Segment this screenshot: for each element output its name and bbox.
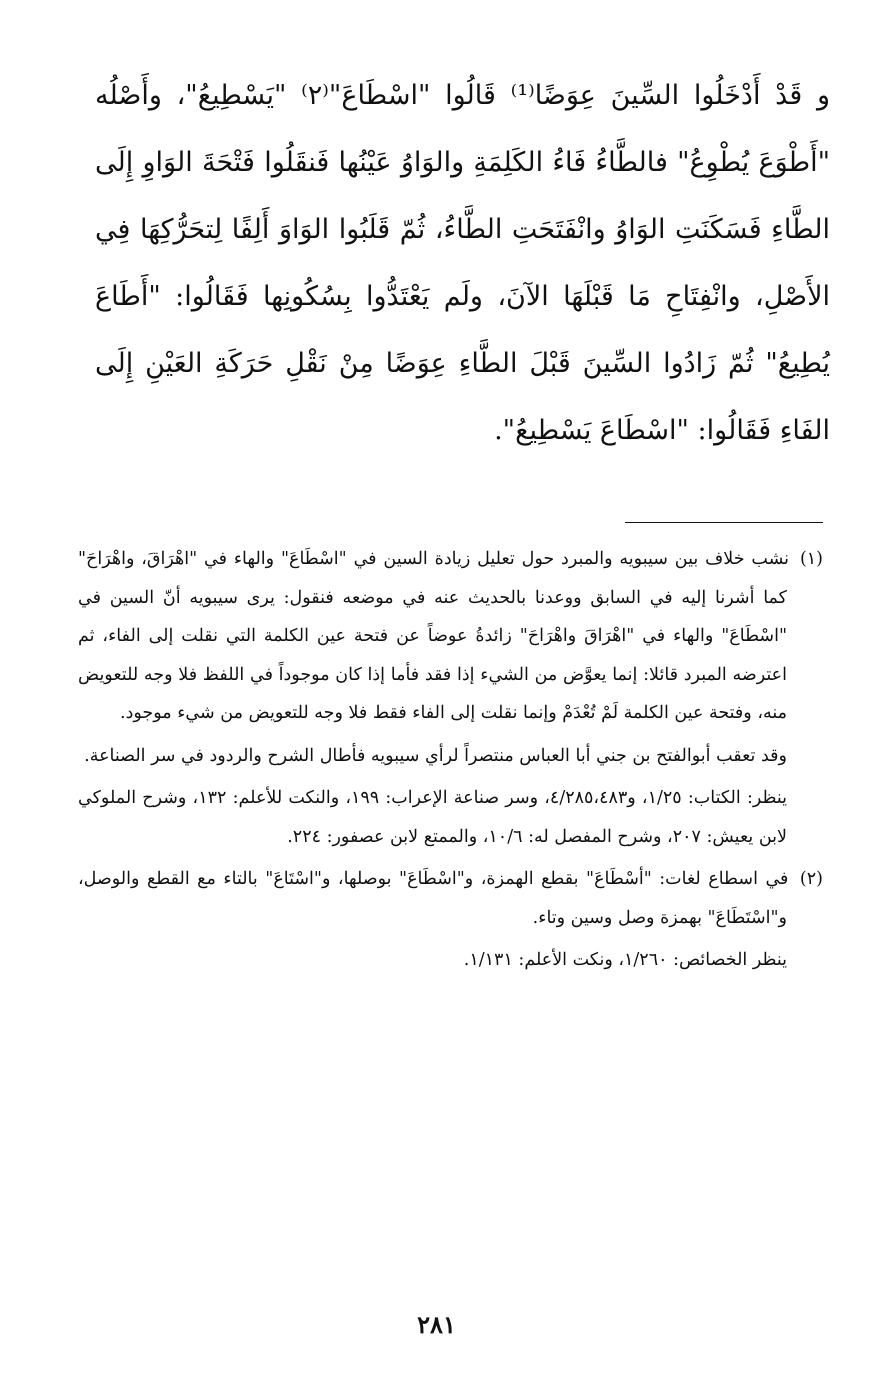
footnote-1-references: ينظر: الكتاب: ١/٢٥، و٤/٢٨٥،٤٨٣، وسر صناعة الإعراب: ١٩٩، والنكت للأعلم: ١٣٢، وشرح الملوكي لابن يعيش: ٢٠٧، وشرح المفصل له: ١٠/٦، والممتع لابن عصفور: ٢٢٤. [78, 788, 787, 847]
main-paragraph: و قَدْ أَدْخَلُوا السِّينَ عِوَضًا⁽¹⁾ قَالُوا "اسْطَاعَ"⁽٢⁾ "يَسْطِيعُ"، وأَصْلُه "أَطْوَعَ يُطْوِعُ" فالطَّاءُ فَاءُ الكَلِمَةِ والوَاوُ عَيْنُها فَنقَلُوا فَتْحَةَ الوَاوِ إِلَى الطَّاءِ فَسَكَنَتِ الوَاوُ وانْفَتَحَتِ الطَّاءُ، ثُمّ قَلَبُوا الوَاوَ أَلِفًا لِتحَرُّكِهَا فِي الأَصْلِ، وانْفِتَاحِ مَا قَبْلَهَا الآنَ، ولَم يَعْتَدُّوا بِسُكُونِها فَقَالُوا: "أَطَاعَ يُطِيعُ" ثُمّ زَادُوا السِّينَ قَبْلَ الطَّاءِ عِوَضًا مِنْ نَقْلِ حَرَكَةِ العَيْنِ إِلَى الفَاءِ فَقَالُوا: "اسْطَاعَ يَسْطِيعُ". [95, 80, 830, 446]
footnote-1-number: (١) [799, 549, 823, 569]
footnotes-section [78, 540, 823, 984]
footnote-separator [625, 522, 823, 523]
footnote-2-text: في اسطاع لغات: "أسْطَاعَ" بقطع الهمزة، و"اسْطَاعَ" بوصلها، و"اسْتَاعَ" بالتاء مع القطع والوصل، و"اسْتَطَاعَ" بهمزة وصل وسين وتاء. [78, 869, 789, 928]
main-text-block [95, 62, 830, 464]
page-number: ٢٨١ [417, 1310, 456, 1339]
footnote-1 [78, 540, 823, 733]
footnote-1-paragraph-2: وقد تعقب أبوالفتح بن جني أبا العباس منتصراً لرأي سيبويه فأطال الشرح والردود في سر الصناعة. [84, 745, 787, 766]
footnote-2-number: (٢) [799, 869, 823, 889]
footnote-2-references: ينظر الخصائص: ١/٢٦٠، ونكت الأعلم: ١/١٣١. [463, 950, 787, 970]
footnote-2 [78, 860, 823, 937]
footnote-1-text: نشب خلاف بين سيبويه والمبرد حول تعليل زيادة السين في "اسْطَاعَ" والهاء في "اهْرَاقَ، واهْرَاحَ" كما أشرنا إليه في السابق ووعدنا بالحديث عنه في موضعه فنقول: يرى سيبويه أنّ السين في "اسْطَاعَ" والهاء في "اهْرَاقَ واهْرَاحَ" زائدةُ عوضاً عن فتحة عين الكلمة التي نقلت إلى الفاء، ثم اعترضه المبرد قائلا: إنما يعوَّض من الشيء إذا فقد فأما إذا كان موجوداً في اللفظ فلا وجه للتعويض منه، وفتحة عين الكلمة لَمْ تُعْدَمْ وإنما نقلت إلى الفاء فقط فلا وجه للتعويض من شيء موجود. [78, 549, 790, 723]
